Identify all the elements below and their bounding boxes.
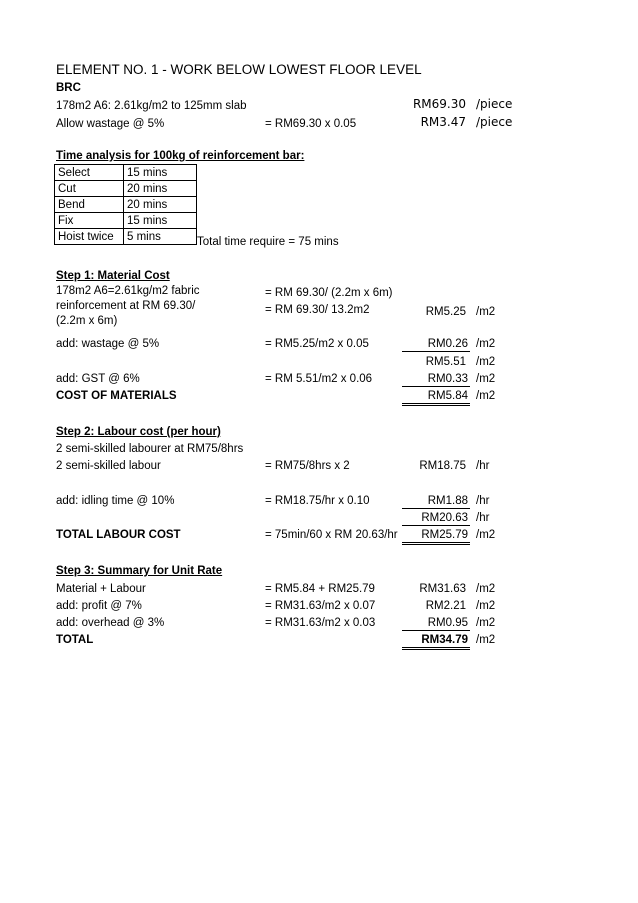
step2-labour-desc: 2 semi-skilled labour xyxy=(56,460,161,472)
step2-line1: 2 semi-skilled labourer at RM75/8hrs xyxy=(56,443,244,455)
step3-row-desc: add: overhead @ 3% xyxy=(56,617,165,629)
brc-row2-calc: = RM69.30 x 0.05 xyxy=(265,118,357,130)
time-cell: 5 mins xyxy=(124,229,197,245)
step1-wastage-calc: = RM5.25/m2 x 0.05 xyxy=(265,338,369,350)
step2-subtotal-unit: /hr xyxy=(476,512,490,524)
step1-desc-line1: 178m2 A6=2.61kg/m2 fabric xyxy=(56,285,200,297)
step3-total-desc: TOTAL xyxy=(56,634,94,646)
table-row xyxy=(55,165,197,181)
step1-subtotal-unit: /m2 xyxy=(476,356,496,368)
step3-row-unit: /m2 xyxy=(476,617,496,629)
step3-row-amount: RM2.21 xyxy=(425,600,466,612)
task-cell: Fix xyxy=(55,213,124,229)
step1-total-amount: RM5.84 xyxy=(402,389,470,406)
step2-total-unit: /m2 xyxy=(476,529,496,541)
task-cell: Select xyxy=(55,165,124,181)
step2-idling-amount: RM1.88 xyxy=(402,494,470,509)
step1-gst-amount: RM0.33 xyxy=(402,372,470,387)
task-cell: Bend xyxy=(55,197,124,213)
step3-row-calc: = RM31.63/m2 x 0.03 xyxy=(265,617,376,629)
step1-wastage-desc: add: wastage @ 5% xyxy=(56,338,160,350)
step3-total-unit: /m2 xyxy=(476,634,496,646)
step3-row-amount: RM31.63 xyxy=(419,583,466,595)
step1-total-unit: /m2 xyxy=(476,390,496,402)
step2-total-amount: RM25.79 xyxy=(402,528,470,545)
task-cell: Cut xyxy=(55,181,124,197)
total-time-note: Total time require = 75 mins xyxy=(197,236,339,248)
step2-idling-desc: add: idling time @ 10% xyxy=(56,495,175,507)
step2-labour-amount: RM18.75 xyxy=(419,460,466,472)
step3-row-unit: /m2 xyxy=(476,583,496,595)
step1-desc-line3: (2.2m x 6m) xyxy=(56,315,118,327)
time-cell: 20 mins xyxy=(124,181,197,197)
step2-subtotal-amount: RM20.63 xyxy=(402,511,470,526)
table-row xyxy=(55,197,197,213)
step1-heading: Step 1: Material Cost xyxy=(56,270,170,282)
brc-row2-desc: Allow wastage @ 5% xyxy=(56,118,165,130)
step2-heading: Step 2: Labour cost (per hour) xyxy=(56,426,221,438)
table-row xyxy=(55,181,197,197)
step1-gst-desc: add: GST @ 6% xyxy=(56,373,140,385)
step1-wastage-unit: /m2 xyxy=(476,338,496,350)
step3-row-calc: = RM31.63/m2 x 0.07 xyxy=(265,600,376,612)
step1-wastage-amount: RM0.26 xyxy=(402,337,470,352)
step3-heading: Step 3: Summary for Unit Rate xyxy=(56,565,223,577)
brc-row2-amount: RM3.47 xyxy=(420,115,466,129)
step2-total-calc: = 75min/60 x RM 20.63/hr xyxy=(265,529,398,541)
step1-amount1: RM5.25 xyxy=(425,306,466,318)
step2-idling-unit: /hr xyxy=(476,495,490,507)
brc-label: BRC xyxy=(56,82,81,94)
step3-row-desc: Material + Labour xyxy=(56,583,146,595)
table-row xyxy=(55,213,197,229)
step1-unit1: /m2 xyxy=(476,306,496,318)
step3-row-desc: add: profit @ 7% xyxy=(56,600,142,612)
step1-gst-unit: /m2 xyxy=(476,373,496,385)
step3-total-amount: RM34.79 xyxy=(402,633,470,650)
step1-calc1: = RM 69.30/ (2.2m x 6m) xyxy=(265,287,393,299)
brc-row1-unit: /piece xyxy=(476,97,513,111)
step2-labour-calc: = RM75/8hrs x 2 xyxy=(265,460,350,472)
step1-calc2: = RM 69.30/ 13.2m2 xyxy=(265,304,370,316)
step1-total-desc: COST OF MATERIALS xyxy=(56,390,177,402)
page-title: ELEMENT NO. 1 - WORK BELOW LOWEST FLOOR LEVEL xyxy=(56,62,422,77)
brc-row1-amount: RM69.30 xyxy=(412,97,466,111)
step3-row-amount: RM0.95 xyxy=(402,616,470,631)
step2-labour-unit: /hr xyxy=(476,460,490,472)
step3-row-calc: = RM5.84 + RM25.79 xyxy=(265,583,375,595)
table-row xyxy=(55,229,197,245)
time-cell: 20 mins xyxy=(124,197,197,213)
step2-idling-calc: = RM18.75/hr x 0.10 xyxy=(265,495,370,507)
brc-row2-unit: /piece xyxy=(476,115,513,129)
step1-desc-line2: reinforcement at RM 69.30/ xyxy=(56,300,196,312)
step3-row-unit: /m2 xyxy=(476,600,496,612)
step1-subtotal-amount: RM5.51 xyxy=(425,356,466,368)
step2-total-desc: TOTAL LABOUR COST xyxy=(56,529,181,541)
time-cell: 15 mins xyxy=(124,213,197,229)
brc-row1-desc: 178m2 A6: 2.61kg/m2 to 125mm slab xyxy=(56,100,247,112)
time-analysis-heading: Time analysis for 100kg of reinforcement bar: xyxy=(56,150,305,162)
time-cell: 15 mins xyxy=(124,165,197,181)
time-analysis-table xyxy=(54,164,197,245)
task-cell: Hoist twice xyxy=(55,229,124,245)
step1-gst-calc: = RM 5.51/m2 x 0.06 xyxy=(265,373,373,385)
